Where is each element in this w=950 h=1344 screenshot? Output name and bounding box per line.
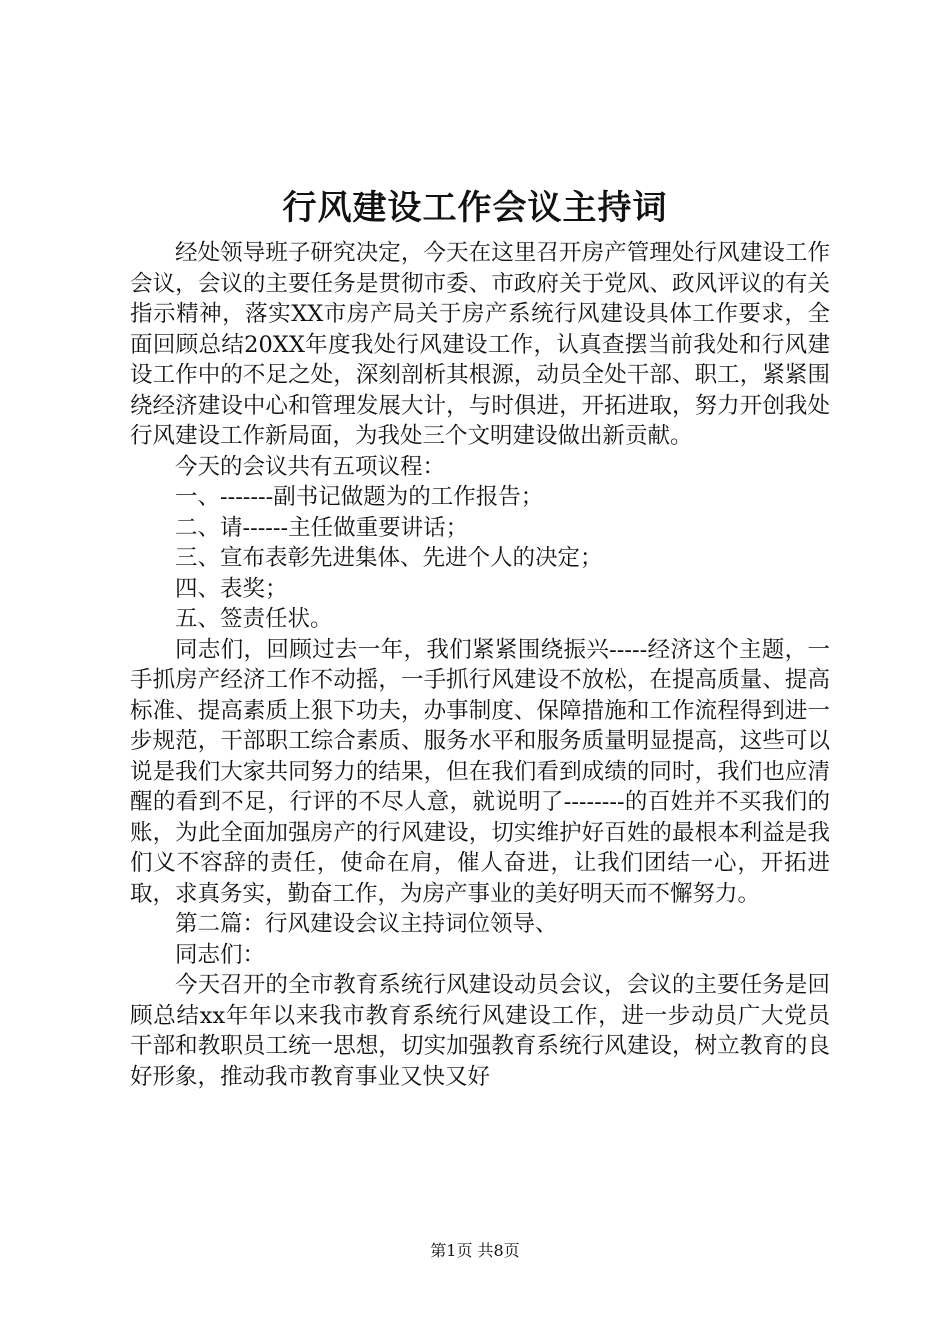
agenda-item-4: 四、表奖； [175,575,288,602]
agenda-item-3: 三、宣布表彰先进集体、先进个人的决定； [175,545,603,571]
agenda-item-1: 一、-------副书记做题为的工作报告； [175,484,544,510]
agenda-item-5: 五、签责任状。 [175,606,333,632]
document-title: 行风建设工作会议主持词 [282,188,668,228]
paragraph-second-article-heading: 第二篇：行风建设会议主持词位领导、 [175,911,558,937]
paragraph-second-article-body: 今天召开的全市教育系统行风建设动员会议，会议的主要任务是回顾总结xx年年以来我市教育系统行风建设工作，进一步动员广大党员干部和教职员工统一思想，切实加强教育系统行风建设，树立教育的良好形象，推动我市教育事业又快又好 [130,972,830,1090]
page-number-footer: 第1页 共8页 [430,1241,520,1260]
paragraph-agenda-heading: 今天的会议共有五项议程： [175,453,446,480]
document-body [130,238,830,1092]
agenda-item-2: 二、请------主任做重要讲话； [175,514,469,541]
paragraph-review: 同志们，回顾过去一年，我们紧紧围绕振兴-----经济这个主题，一手抓房产经济工作不动摇，一手抓行风建设不放松，在提高质量、提高标准、提高素质上狠下功夫，办事制度、保障措施和工作流程得到进一步规范，干部职工综合素质、服务水平和服务质量明显提高，这些可以说是我们大家共同努力的结果，但在我们看到成绩的同时，我们也应清醒的看到不足，行评的不尽人意，就说明了--------的百姓并不买我们的账，为此全面加强房产的行风建设，切实维护好百姓的最根本利益是我们义不容辞的责任，使命在肩，催人奋进，让我们团结一心，开拓进取，求真务实，勤奋工作，为房产事业的美好明天而不懈努力。 [130,636,830,907]
paragraph-intro: 经处领导班子研究决定，今天在这里召开房产管理处行风建设工作会议，会议的主要任务是贯彻市委、市政府关于党风、政风评议的有关指示精神，落实XX市房产局关于房产系统行风建设具体工作要求，全面回顾总结20XX年度我处行风建设工作，认真查摆当前我处和行风建设工作中的不足之处，深刻剖析其根源，动员全处干部、职工，紧紧围绕经济建设中心和管理发展大计，与时俱进，开拓进取，努力开创我处行风建设工作新局面，为我处三个文明建设做出新贡献。 [130,240,830,449]
paragraph-salutation: 同志们： [175,941,266,968]
